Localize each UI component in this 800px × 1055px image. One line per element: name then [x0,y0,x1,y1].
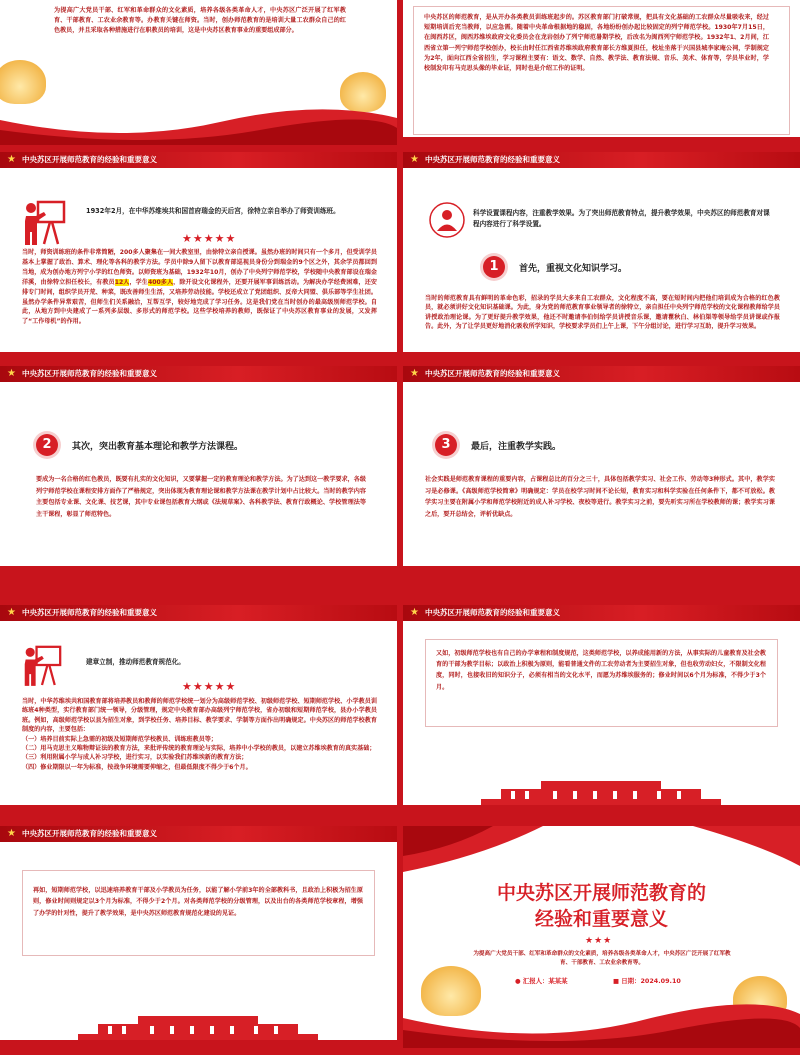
content-card [22,870,375,956]
calendar-icon: ■ [613,977,620,985]
bottom-bar [403,352,800,360]
rule-1: （一）培养目前实际上急需的初级及短期师范学校教员、训练班教员等； [22,735,217,743]
decor-stars: ★★★ [585,936,613,946]
slide-6 [403,366,800,574]
star-icon: ★ [7,828,16,839]
slide-header: ★ 中央苏区开展师范教育的经验和重要意义 [0,826,397,842]
red-ribbon [403,994,800,1048]
step-number: 2 [36,434,58,456]
slide-7 [0,605,397,813]
slide-3 [0,152,397,360]
slide-5 [0,366,397,574]
star-icon: ★ [7,607,16,618]
slide-8 [403,605,800,813]
quote-text: 建章立制，推动师范教育规范化。 [86,658,185,666]
bottom-bar [403,137,800,145]
slide-10-title [403,826,800,1048]
star-icon: ★ [410,368,419,379]
slide-9 [0,826,397,1048]
lotus-icon [0,60,46,104]
star-icon: ★ [410,607,419,618]
slide-header: ★ 中央苏区开展师范教育的经验和重要意义 [403,366,800,382]
step-number: 3 [435,434,457,456]
decor-stars: ★★★★★ [182,680,237,693]
quote-text: 1932年2月，在中华苏维埃共和国首府瑞金的天后宫，徐特立亲自举办了师资训练班。 [86,207,340,215]
student-count: 400多人 [148,278,174,286]
body-text: 当时，中华苏维埃共和国教育部将培养教员和教师的师范学校统一划分为高级师范学校、初级师范学校、短期师范学校、小学教员训练班4种类型，实行教育部门统一领导，分级管理，规定中央教育部办高级列宁师范学校，省办初级和短期师范学校，县办小学教员班。例如，高级师范学校以县为招生对象，到学校任务、培养目标、教学要求、学制等方面作出明确规定。中央苏区的师范学校教育制度的内容，主要包括： （一）培养目前实际上急需的初级及短期师范学校教员、训练班教员等； （二）用马克思主义唯物辩证法的教育方法，来批评传统的教育理论与实际，培养中小学校的教员，以建立苏维埃教育的真实基础； （三）利用附属小学与成人补习学校，进行实习，以实验我们苏维埃新的教育方法； （四）修业期限以一年为标准，按战争环境需要伸缩之，但最低限度不得少于6个月。 [22,698,377,771]
step-title: 首先，重视文化知识学习。 [519,264,628,274]
card-text: 再如，短期师范学校，以迅速培养教育干部及小学教员为任务，以能了解小学前3年的全部教科书，且政治上积极为招生原则，修业时间则规定以3个月为标准，不得少于2个月。对各类师范学校的分级管理，以及出台的各类师范学校章程，增强了办学的针对性，提升了教学效果，是中央苏区师范教育规范化建设的见证。 [33,887,363,917]
card-text: 中央苏区的师范教育，是从开办各类教员训练班起步的。苏区教育部门打破常规，把具有文化基础的工农群众尽量吸收来，经过短期培训后充当教师，以应急需。随着中央革命根据地的稳固，各地纷纷创办起比较固定的列宁师范学校。1930年7月15日，在闽西苏区，闽西苏维埃政府文化委员会在龙岩创办了列宁师范暑期学校，后改名为闽西列宁师范学校。1932年1、2月间，江西省立第一列宁师范学校创办，校长由时任江西省苏维埃政府教育部长方维夏担任，校址坐落于兴国县城李家庵公祠，学制规定为2年，面向江西全省招生，学习课程主要有：语文、数学、自然、教学法、教育法规、音乐、美术、体育等，学员毕业时，学校制发印有马克思头像的毕业证，同时也是介绍工作的证明。 [424,14,769,73]
reporter: ● 汇报人：某某某 [515,977,568,985]
rule-3: （三）利用附属小学与成人补习学校，进行实习，以实验我们苏维埃新的教育方法； [22,754,248,762]
bottom-bar [0,1040,397,1048]
slide-header: ★ 中央苏区开展师范教育的经验和重要意义 [403,605,800,621]
slide-4 [403,152,800,360]
person-icon: ● [515,977,521,985]
step-title: 其次，突出教育基本理论和教学方法课程。 [72,442,244,452]
bottom-bar [403,566,800,574]
content-card [413,6,790,135]
content-card [425,639,778,727]
main-title-line2: 经验和重要意义 [534,908,668,930]
slide-1 [0,0,397,145]
slide-2 [403,0,800,145]
teacher-icon [22,198,66,246]
body-text: 当时的师范教育具有鲜明的革命色彩，招录的学员大多来自工农群众，文化程度不高，要在短时间内把他们培训成为合格的红色教员，就必须讲好文化知识基础课。为此，身为党的师范教育事业领导者的徐特立，亲自担任中央列宁师范学校的文化课程教师给学员讲授政治理论课。为了更好提升教学效果，他还不时邀请李伯钊给学员讲授音乐课，邀请瞿秋白、林伯渠等领导给学员讲课或作报告。此外，为了让学员更好地消化吸收所学知识，学校要求学员们上午上课，下午分组讨论，进行学习互助，提升学习效果。 [425,295,780,331]
quote-text: 科学设置课程内容，注重教学效果。为了突出师范教育特点，提升教学效果，中央苏区的师范教育对课程内容进行了科学设置。 [473,209,770,228]
bottom-bar [0,566,397,574]
slide-header: ★ 中央苏区开展师范教育的经验和重要意义 [0,366,397,382]
great-hall-icon [78,1012,318,1040]
bottom-bar [0,805,397,813]
body-text: 社会实践是师范教育课程的重要内容，占课程总比的百分之三十，具体包括教学实习、社会工作、劳动等3种形式。其中，教学实习是必修课。《高级师范学校简章》明确规定：学员在校学习时间不论长短，教育实习和科学实验在任何条件下，都不可放松。教学实习主要在附属小学和师范学校附近的成人补习学校、夜校等进行。教学实习之前，要先听实习所在学校教师的课；教学实习课之后，要开总结会，评析优缺点。 [425,476,775,518]
red-ribbon [403,826,800,886]
step-number: 1 [483,256,505,278]
great-hall-icon [481,777,721,805]
star-icon: ★ [410,154,419,165]
bottom-bar [0,352,397,360]
subtitle: 为提高广大党员干部、红军和革命群众的文化素质，培养各级各类革命人才，中央苏区广泛开展了红军教育、干部教育、工农业余教育等。 [473,951,731,966]
body-text: 当时，师资训练班的条件非常简陋，200多人聚集在一间大教室里，由徐特立亲自授课。虽然办班的时间只有一个多月，但受训学员基本上掌握了政治、算术、理化等各科的教学方法。学员中除9人留下以教育部巡视员身份分到瑞金的9个区之外，其余学员都回到当地，成为创办地方列宁小学的红色师资。以师资班为基础，1932年10月，创办了中央列宁师范学校，学校随中央教育部设在瑞金洋溪，由徐特立担任校长，有教员12人，学生400多人，除开设文化课程外，还要开展军事训练活动。为解决办学经费困难，还安排专门时间，组织学员开荒、种菜，既改善师生生活，又培养劳动技能。学校还成立了党团组织、反帝大同盟、俱乐部等学生社团。虽然办学条件异常艰苦，但师生们关系融洽，互帮互学，较好地完成了学习任务。这是我们党在当时创办的最高级别师范学校。自此，从地方到中央建成了一系列多层级、多形式的师范学校。这些学校培养的教师，既保证了中央苏区教育事业的发展，又发挥了“工作母机”的作用。 [22,249,378,326]
slide-header: ★ 中央苏区开展师范教育的经验和重要意义 [0,605,397,621]
intro-text: 为提高广大党员干部、红军和革命群众的文化素质，培养各级各类革命人才，中央苏区广泛开展了红军教育、干部教育、工农业余教育等。办教育关键在师资。当时，创办师范教育的是培训大量工农群众自己的红色教员，并且采取各种措施进行在职教员的培训，这是中央苏区教育事业的重要组成部分。 [54,7,346,35]
date: ■ 日期：2024.09.10 [613,977,681,985]
decor-stars: ★★★★★ [182,232,237,245]
rule-2: （二）用马克思主义唯物辩证法的教育方法，来批评传统的教育理论与实际，培养中小学校的教员，以建立苏维埃教育的真实基础； [22,745,376,753]
teacher-icon [22,643,62,687]
slide-header: ★ 中央苏区开展师范教育的经验和重要意义 [403,152,800,168]
teacher-count: 12人 [114,278,130,286]
bottom-bar [403,805,800,813]
card-text: 又如，初级师范学校也有自己的办学章程和制度规范，这类师范学校，以养成能用新的方法，从事实际的儿童教育及社会教育的干部为教学目标；以政治上积极为原则，能看普通文件的工农劳动者为主要招生对象，但也收劳动妇女，不限制文化程度，同时，也接收旧的知识分子，必须有相当的文化水平，而愿为苏维埃服务的；修业时间以6个月为标准，不得少于3个月。 [436,650,766,691]
person-icon [429,202,465,238]
main-title-line1: 中央苏区开展师范教育的 [496,882,706,904]
star-icon: ★ [7,368,16,379]
step-title: 最后，注重教学实践。 [471,442,562,452]
red-ribbon [0,100,397,145]
body-text: 要成为一名合格的红色教员，既要有扎实的文化知识，又要掌握一定的教育理论和教学方法。为了达到这一教学要求，各级列宁师范学校在课程安排方面作了严格规定，突出体现为教育理论课和教学方法课在教学计划中占比较大。当时的教学内容主要包括专业课、文化课、技艺课，其中专业课包括教育大纲或《法规草案》、各科教学法、教育行政概论、学校管理法等主干课程，彰显了师范特色。 [36,476,366,518]
slide-header: ★ 中央苏区开展师范教育的经验和重要意义 [0,152,397,168]
rule-4: （四）修业期限以一年为标准，按战争环境需要伸缩之，但最低限度不得少于6个月。 [22,763,252,771]
star-icon: ★ [7,154,16,165]
